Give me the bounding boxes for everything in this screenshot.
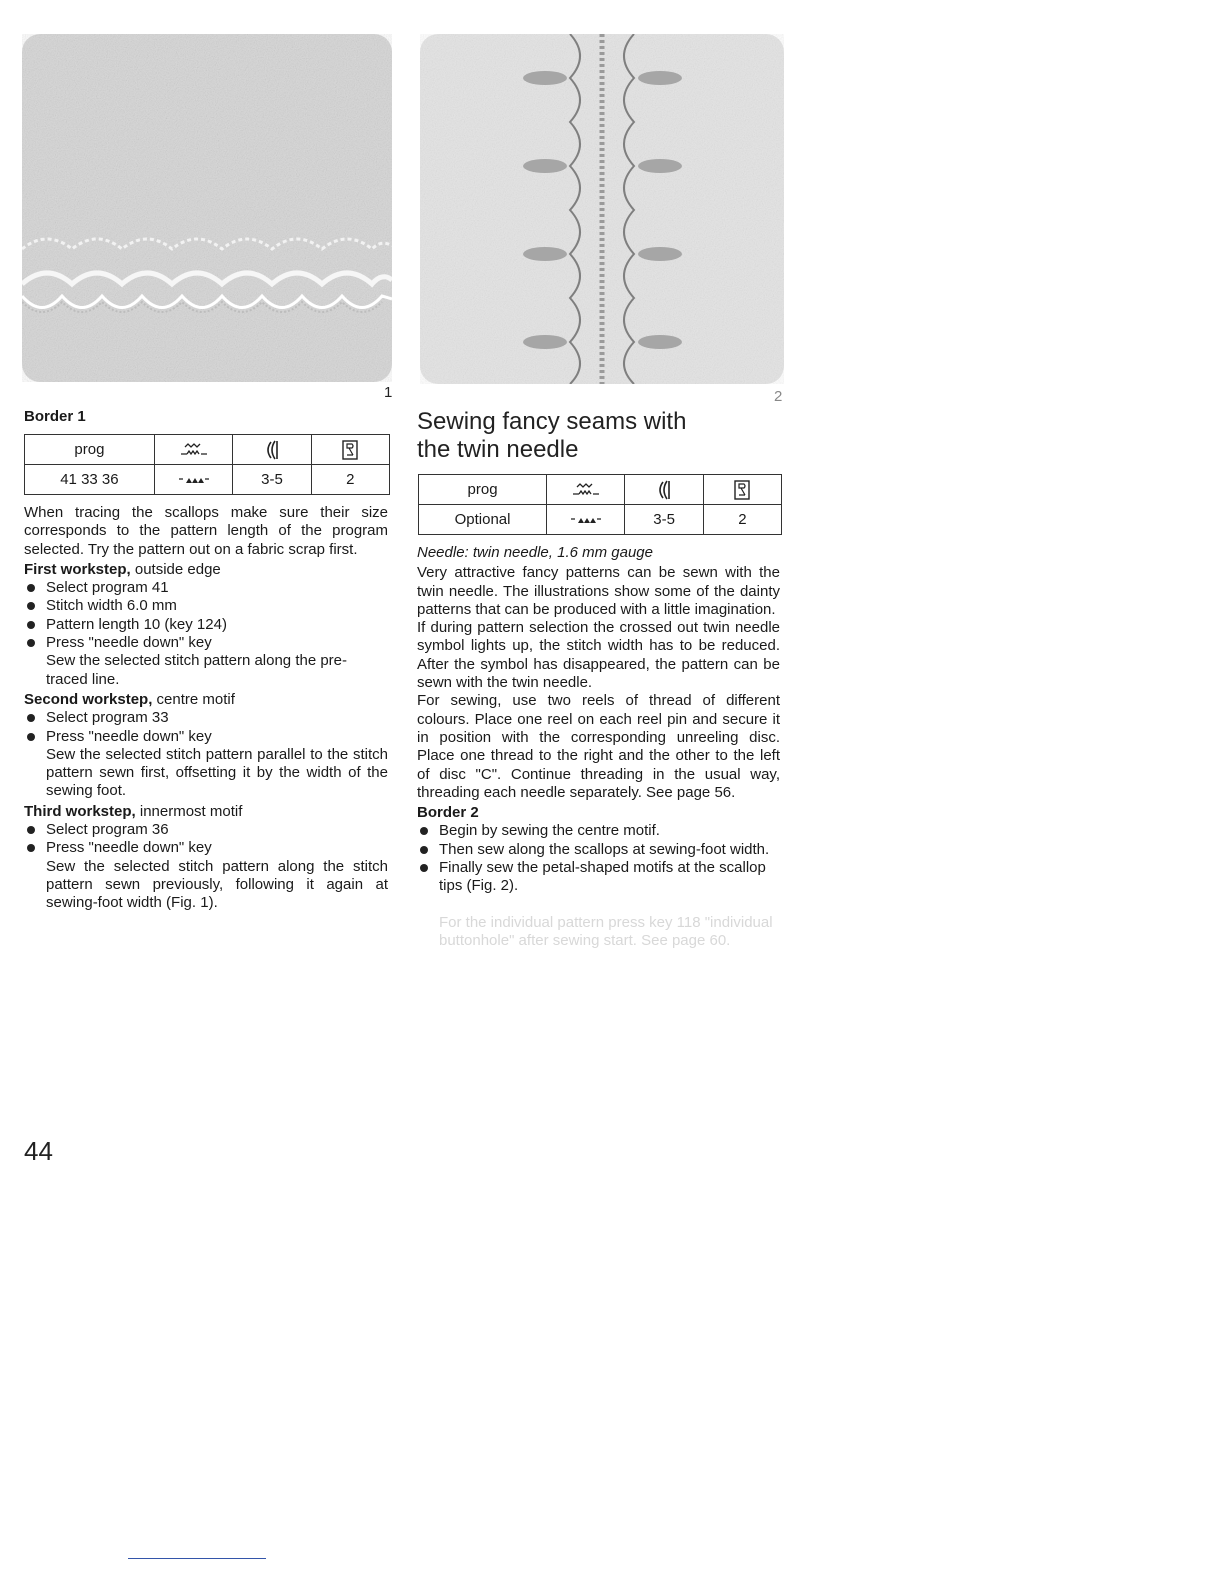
section-title-line-1: Sewing fancy seams with — [417, 408, 687, 435]
step-1-title: First workstep, — [24, 560, 131, 578]
twin-needle-para-3: For sewing, use two reels of thread of different colours. Place one reel on each reel pin and secure it in position with the corresponding unreeling disc. Place one thread to the right and the other to the left of disc "C". Continue threading in the usual way, threading each needle separately. See page 56. — [417, 692, 780, 801]
stitch-length-icon — [179, 442, 209, 458]
border-2-list — [417, 822, 780, 895]
page-number: 44 — [24, 1136, 53, 1166]
step-1-note: Sew the selected stitch pattern along the pre-traced line. — [46, 652, 348, 688]
needle-label: Needle: — [417, 544, 469, 561]
foot-value: 2 — [703, 505, 781, 535]
foot-value: 2 — [311, 465, 389, 495]
right-column-text — [417, 544, 780, 950]
list-item: Select program 33 — [24, 709, 388, 727]
footer-rule — [128, 1558, 266, 1559]
list-item: Pattern length 10 (key 124) — [24, 616, 388, 634]
width-value: 3-5 — [625, 505, 703, 535]
border-1-heading: Border 1 — [24, 408, 86, 425]
prog-value: Optional — [419, 505, 547, 535]
stitch-width-icon — [262, 439, 282, 461]
needle-value: twin needle, 1.6 mm gauge — [472, 544, 653, 561]
stitch-width-icon — [654, 479, 674, 501]
step-3-list — [24, 821, 388, 858]
list-item: Finally sew the petal-shaped motifs at the scallop tips (Fig. 2). — [417, 859, 780, 896]
list-item: Press "needle down" key — [24, 728, 388, 746]
step-3-subtitle: innermost motif — [135, 802, 243, 820]
list-item: Select program 36 — [24, 821, 388, 839]
figure-2-number: 2 — [774, 388, 783, 405]
step-2-list — [24, 709, 388, 746]
width-value: 3-5 — [233, 465, 311, 495]
left-column-text — [24, 504, 388, 913]
section-title-line-2: the twin needle — [417, 436, 579, 463]
step-3-note: Sew the selected stitch pattern along the stitch pattern sewn previously, following it again at sewing-foot width (Fig. 1). — [46, 857, 388, 912]
twin-needle-para-2: If during pattern selection the crossed out twin needle symbol lights up, the stitch width has to be reduced. After the symbol has disappeared, the pattern can be sewn with the twin needle. — [417, 619, 780, 692]
list-item: Stitch width 6.0 mm — [24, 597, 388, 615]
twin-needle-settings-table — [418, 474, 782, 535]
list-item: Select program 41 — [24, 579, 388, 597]
twin-needle-para-1: Very attractive fancy patterns can be sewn with the twin needle. The illustrations show some of the dainty patterns that can be produced with a little imagination. — [417, 564, 780, 618]
list-item: Press "needle down" key — [24, 634, 388, 652]
step-2-note: Sew the selected stitch pattern parallel to the stitch pattern sewn first, offsetting it by the width of the sewing foot. — [46, 745, 388, 800]
list-item: Begin by sewing the centre motif. — [417, 822, 780, 840]
faded-note: For the individual pattern press key 118 "individual buttonhole" after sewing start. See page 60. — [439, 913, 773, 949]
figure-1-number: 1 — [384, 384, 393, 401]
step-1-list — [24, 579, 388, 652]
presser-foot-icon — [341, 439, 359, 461]
figure-1-photo — [22, 34, 392, 382]
stitch-length-icon — [571, 482, 601, 498]
prog-value: 41 33 36 — [25, 465, 155, 495]
section-title — [417, 408, 686, 464]
step-2-subtitle: centre motif — [152, 690, 235, 708]
step-1-subtitle: outside edge — [130, 560, 221, 578]
presser-foot-icon — [733, 479, 751, 501]
stitch-length-value-icon — [569, 515, 603, 525]
figure-2-photo — [420, 34, 784, 384]
border-2-heading: Border 2 — [417, 804, 479, 822]
prog-header: prog — [25, 435, 155, 465]
step-2-title: Second workstep, — [24, 690, 153, 708]
list-item: Press "needle down" key — [24, 839, 388, 857]
stitch-length-value-icon — [177, 475, 211, 485]
border-1-intro: When tracing the scallops make sure their size corresponds to the pattern length of the program selected. Try the pattern out on a fabric scrap first. — [24, 504, 388, 558]
list-item: Then sew along the scallops at sewing-foot width. — [417, 841, 780, 859]
border-1-settings-table — [24, 434, 390, 495]
step-3-title: Third workstep, — [24, 802, 136, 820]
prog-header: prog — [419, 475, 547, 505]
